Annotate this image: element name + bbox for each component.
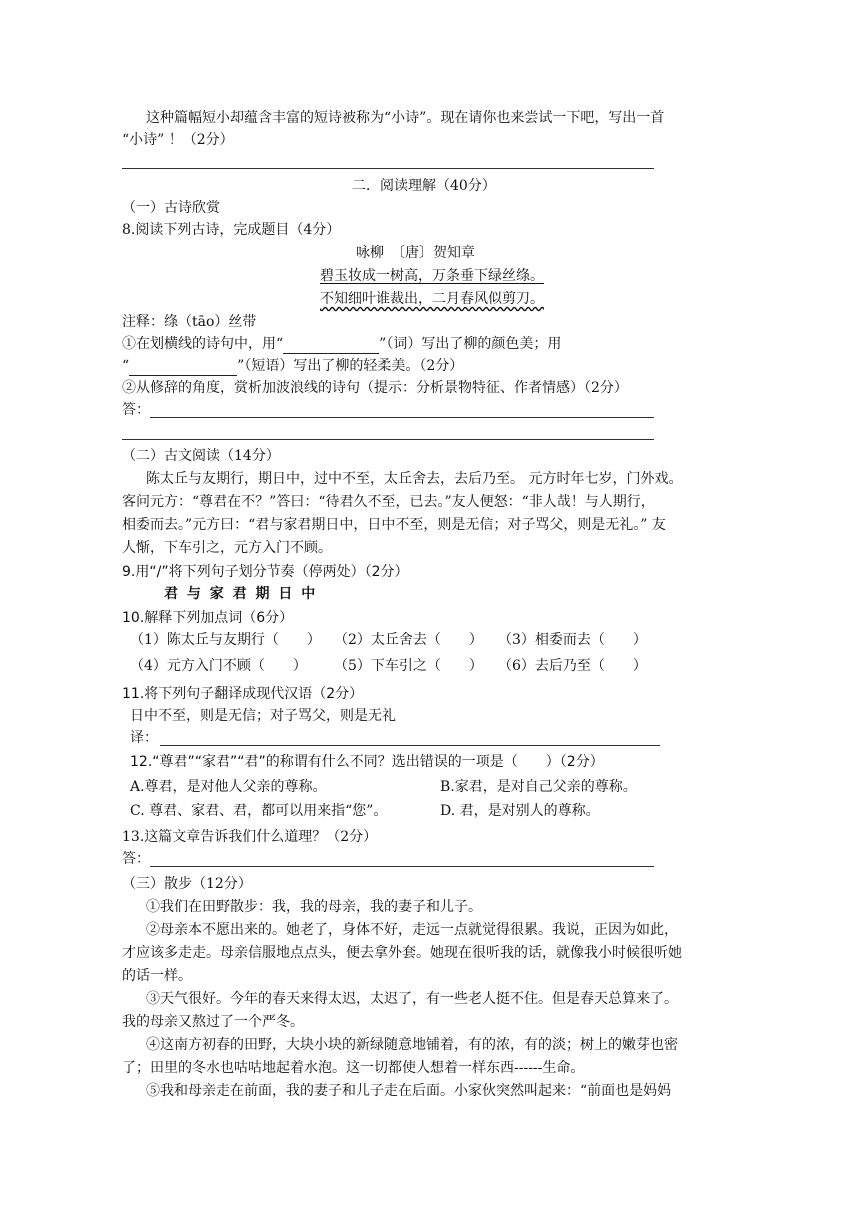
- essay-line: ④这南方初春的田野，大块小块的新绿随意地铺着，有的浓，有的淡；树上的嫩芽也密: [146, 1037, 678, 1053]
- answer-line[interactable]: [160, 745, 660, 746]
- question-11: 11.将下列句子翻译成现代汉语（2分）: [122, 686, 364, 702]
- q8-1-text-b: ”（词）写出了柳的颜色美；用: [379, 336, 562, 352]
- poem-line-2: 不知细叶谁裁出，二月春风似剪刀。: [320, 291, 544, 307]
- q12-option-a[interactable]: A.尊君，是对他人父亲的尊称。: [130, 779, 327, 795]
- q9-sentence: 君 与 家 君 期 日 中: [164, 586, 318, 602]
- essay-line: ⑤我和母亲走在前面，我的妻子和儿子走在后面。小家伙突然叫起来：“前面也是妈妈: [146, 1083, 672, 1099]
- question-12: 12.“尊君”“家君”“君”的称谓有什么不同？选出错误的一项是（ ）（2分）: [130, 754, 604, 770]
- q10-item-5: （5）下车引之（ ）: [334, 658, 483, 674]
- question-9: 9.用“/”将下列句子划分节奏（停两处）（2分）: [122, 564, 409, 580]
- essay-line: 了；田里的冬水也咕咕地起着水泡。这一切都使人想着一样东西------生命。: [122, 1060, 585, 1076]
- essay-line: ①我们在田野散步：我，我的母亲，我的妻子和儿子。: [146, 899, 482, 915]
- poem-note: 注释：绦（tāo）丝带: [122, 314, 257, 330]
- part3-title: （三）散步（12分）: [122, 876, 252, 892]
- essay-line: ③天气很好。今年的春天来得太迟，太迟了，有一些老人挺不住。但是春天总算来了。: [146, 991, 678, 1007]
- part2-title: （二）古文阅读（14分）: [122, 448, 280, 464]
- passage-line-1: 陈太丘与友期行，期日中，过中不至，太丘舍去，去后乃至。 元方时年七岁，门外戏。: [146, 471, 683, 487]
- question-10: 10.解释下列加点词（6分）: [122, 610, 294, 626]
- essay-line: 我的母亲又熬过了一个严冬。: [122, 1014, 304, 1030]
- q10-item-1: （1）陈太丘与友期行（ ）: [130, 632, 321, 648]
- passage-line-2: 客问元方：“尊君在不？”答曰：“待君久不至，已去。”友人便怒：“非人哉！与人期行，: [122, 494, 655, 510]
- answer-line[interactable]: [122, 168, 654, 169]
- poem-line-1: 碧玉妆成一树高，万条垂下绿丝绦。: [320, 268, 544, 284]
- answer-label: 答：: [122, 402, 150, 418]
- q12-option-b[interactable]: B.家君，是对自己父亲的尊称。: [440, 779, 637, 795]
- q8-1-text-a: ①在划横线的诗句中，用“: [122, 336, 284, 352]
- answer-line[interactable]: [150, 417, 654, 418]
- translation-label: 译：: [130, 730, 158, 746]
- question-8-2: ②从修辞的角度，赏析加波浪线的诗句（提示：分析景物特征、作者情感）（2分）: [122, 380, 628, 396]
- q12-option-c[interactable]: C. 尊君、家君、君，都可以用来指“您”。: [130, 803, 388, 819]
- answer-line[interactable]: [150, 866, 654, 867]
- intro-line-1: 这种篇幅短小却蕴含丰富的短诗被称为“小诗”。现在请你也来尝试一下吧，写出一首: [146, 110, 665, 126]
- question-13: 13.这篇文章告诉我们什么道理？（2分）: [122, 829, 378, 845]
- question-8: 8.阅读下列古诗，完成题目（4分）: [122, 222, 341, 238]
- answer-line[interactable]: [122, 439, 654, 440]
- essay-line: ②母亲本不愿出来的。她老了，身体不好，走远一点就觉得很累。我说，正因为如此，: [146, 922, 678, 938]
- q10-item-4: （4）元方入门不顾（ ）: [130, 658, 307, 674]
- q12-option-d[interactable]: D. 君，是对别人的尊称。: [440, 803, 600, 819]
- poem-title: 咏柳 〔唐〕贺知章: [356, 245, 475, 261]
- answer-label: 答：: [122, 851, 150, 867]
- part1-title: （一）古诗欣赏: [122, 200, 220, 216]
- essay-line: 的话一样。: [122, 968, 192, 984]
- q8-1-text-c: “: [122, 358, 130, 374]
- section-title: 二．阅读理解（40分）: [352, 178, 496, 194]
- q11-sentence: 日中不至，则是无信；对子骂父，则是无礼: [130, 708, 396, 724]
- essay-line: 才应该多走走。母亲信服地点点头，便去拿外套。她现在很听我的话，就像我小时候很听她: [122, 945, 682, 961]
- q10-item-6: （6）去后乃至（ ）: [498, 658, 647, 674]
- passage-line-3: 相委而去。”元方曰：“君与家君期日中，日中不至，则是无信；对子骂父，则是无礼。” 友: [122, 517, 666, 533]
- intro-line-2: “小诗” ！（2分）: [122, 132, 234, 148]
- blank-phrase[interactable]: [129, 359, 237, 376]
- q10-item-3: （3）相委而去（ ）: [498, 632, 647, 648]
- passage-line-4: 人惭，下车引之，元方入门不顾。: [122, 540, 332, 556]
- q10-item-2: （2）太丘舍去（ ）: [334, 632, 483, 648]
- q8-1-text-d: ”（短语）写出了柳的轻柔美。（2分）: [237, 358, 464, 374]
- blank-word[interactable]: [283, 337, 379, 354]
- question-8-1: [122, 334, 561, 354]
- question-8-1-cont: [122, 356, 463, 376]
